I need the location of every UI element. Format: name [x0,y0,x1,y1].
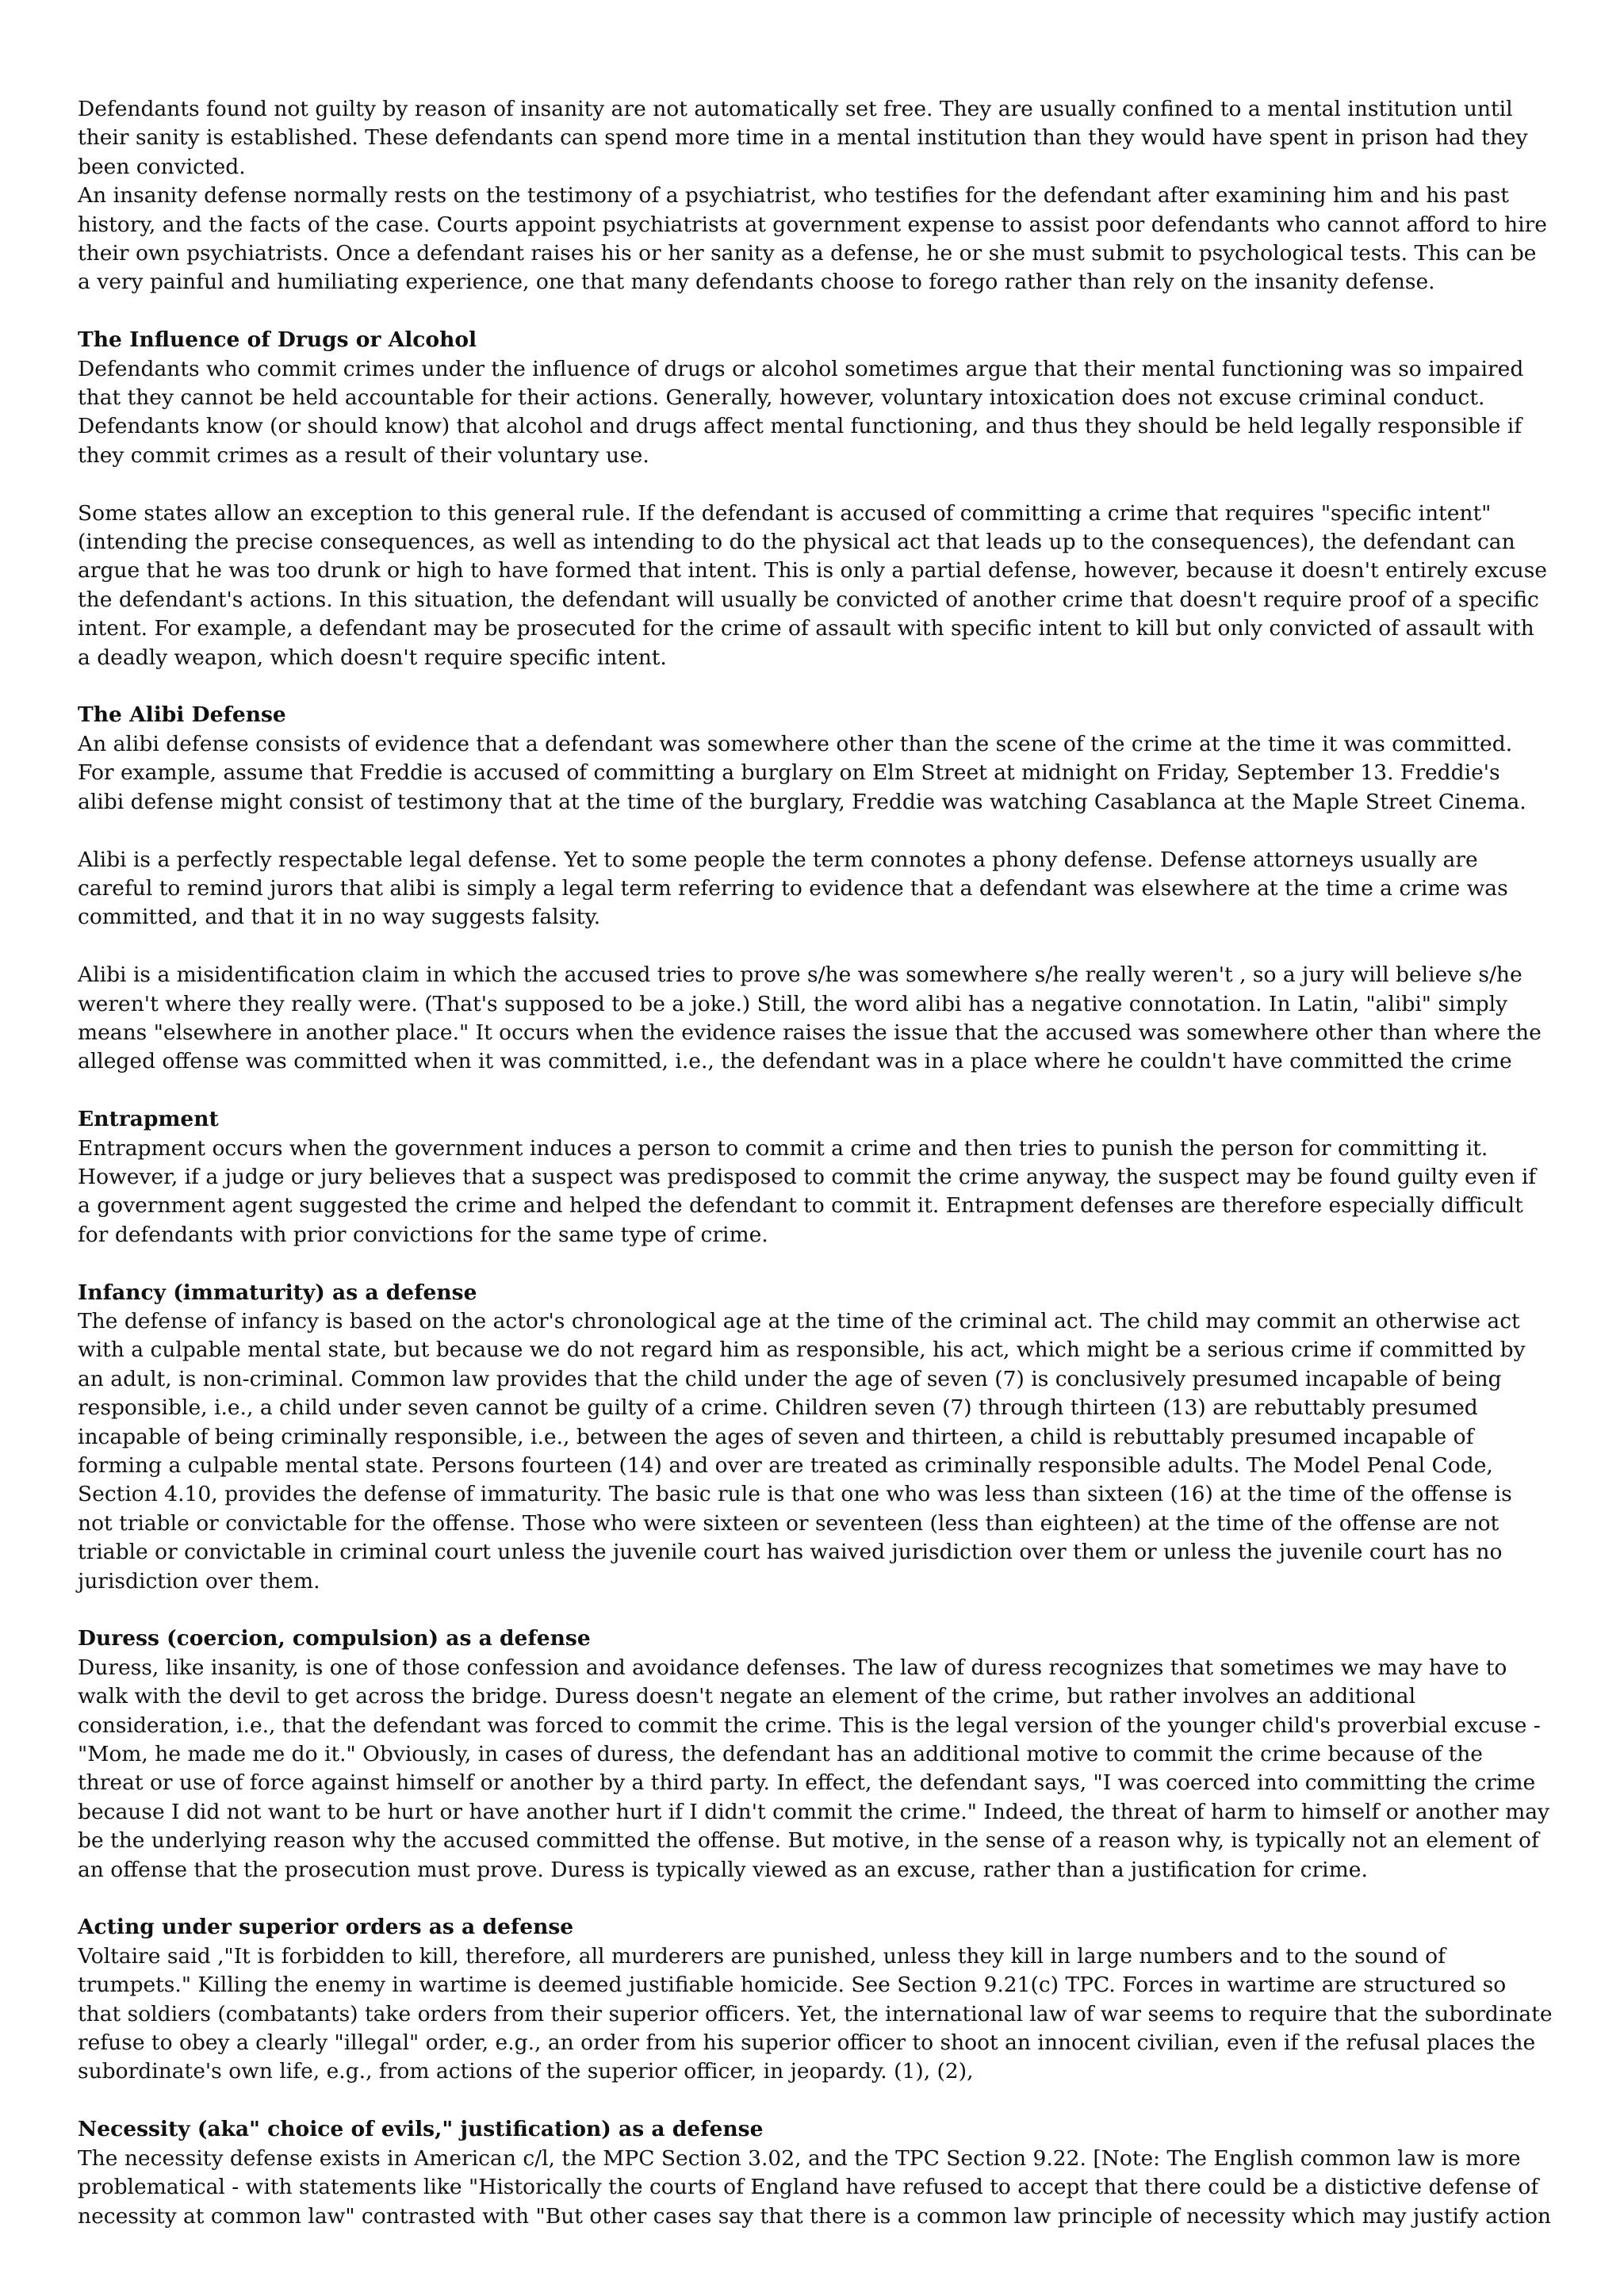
section-heading-entrapment: Entrapment [78,1107,219,1132]
section-heading-superior-orders: Acting under superior orders as a defense [78,1915,574,1940]
entrapment-paragraph-1: Entrapment occurs when the government induces a person to commit a crime and then tries to punish the person for committing it. However, if a judge or jury believes that a suspect was predisposed to commit the crime anyway, the suspect may be found guilty even if a government agent suggested the crime and helped the defendant to commit it. Entrapment defenses are therefore especially difficult for defendants with prior convictions for the same type of crime. [78,1135,1537,1247]
spacer [78,297,1553,326]
infancy-paragraph-1: The defense of infancy is based on the actor's chronological age at the time of the criminal act. The child may commit an otherwise act with a culpable mental state, but because we do not regard him as responsible, his act, which might be a serious crime if committed by an adult, is non-criminal. Common law provides that the child under the age of seven (7) is conclusively presumed incapable of being responsible, i.e., a child under seven cannot be guilty of a crime. Children seven (7) through thirteen (13) are rebuttably presumed incapable of being criminally responsible, i.e., between the ages of seven and thirteen, a child is rebuttably presumed incapable of forming a culpable mental state. Persons fourteen (14) and over are treated as criminally responsible adults. The Model Penal Code, Section 4.10, provides the defense of immaturity. The basic rule is that one who was less than sixteen (16) at the time of the offense is not triable or convictable for the offense. Those who were sixteen or seventeen (less than eighteen) at the time of the offense are not triable or convictable in criminal court unless the juvenile court has waived jurisdiction over them or unless the juvenile court has no jurisdiction over them. [78,1308,1526,1594]
duress-paragraph-1: Duress, like insanity, is one of those confession and avoidance defenses. The law of duress recognizes that sometimes we may have to walk with the devil to get across the bridge. Duress doesn't negate an element of the crime, but rather involves an additional consideration, i.e., that the defendant was forced to commit the crime. This is the legal version of the younger child's proverbial excuse - "Mom, he made me do it." Obviously, in cases of duress, the defendant has an additional motive to commit the crime because of the threat or use of force against himself or another by a third party. In effect, the defendant says, "I was coerced into committing the crime because I did not want to be hurt or have another hurt if I didn't commit the crime." Indeed, the threat of harm to himself or another may be the underlying reason why the accused committed the offense. But motive, in the sense of a reason why, is typically not an element of an offense that the prosecution must prove. Duress is typically viewed as an excuse, rather than a justification for crime. [78,1655,1549,1882]
section-heading-infancy: Infancy (immaturity) as a defense [78,1280,477,1305]
spacer [78,817,1553,845]
spacer [78,1885,1553,1913]
alibi-paragraph-3: Alibi is a misidentification claim in which the accused tries to prove s/he was somewhere s/he really weren't , so a jury will believe s/he weren't where they really were. (That's supposed to be a joke.) Still, the word alibi has a negative connotation. In Latin, "alibi" simply means "elsewhere in another place." It occurs when the evidence raises the issue that the accused was somewhere other than where the alleged offense was committed when it was committed, i.e., the defendant was in a place where he couldn't have committed the crime [78,962,1542,1074]
alibi-paragraph-1: An alibi defense consists of evidence that a defendant was somewhere other than the scene of the crime at the time it was committed. For example, assume that Freddie is accused of committing a burglary on Elm Street at midnight on Friday, September 13. Freddie's alibi defense might consist of testimony that at the time of the burglary, Freddie was watching Casablanca at the Maple Street Cinema. [78,731,1526,814]
spacer [78,470,1553,499]
spacer [78,672,1553,701]
section-heading-necessity: Necessity (aka" choice of evils," justification) as a defense [78,2117,764,2142]
spacer [78,1596,1553,1624]
drugs-paragraph-2: Some states allow an exception to this general rule. If the defendant is accused of committing a crime that requires "specific intent" (intending the precise consequences, as well as intending to do the physical act that leads up to the consequences), the defendant can argue that he was too drunk or high to have formed that intent. This is only a partial defense, however, because it doesn't entirely excuse the defendant's actions. In this situation, the defendant will usually be convicted of another crime that doesn't require proof of a specific intent. For example, a defendant may be prosecuted for the crime of assault with specific intent to kill but only convicted of assault with a deadly weapon, which doesn't require specific intent. [78,500,1547,670]
superior-orders-paragraph-1: Voltaire said ,"It is forbidden to kill, therefore, all murderers are punished, unless they kill in large numbers and to the sound of trumpets." Killing the enemy in wartime is deemed justifiable homicide. See Section 9.21(c) TPC. Forces in wartime are structured so that soldiers (combatants) take orders from their superior officers. Yet, the international law of war seems to require that the subordinate refuse to obey a clearly "illegal" order, e.g., an order from his superior officer to shoot an innocent civilian, even if the refusal places the subordinate's own life, e.g., from actions of the superior officer, in jeopardy. (1), (2), [78,1943,1553,2084]
section-heading-drugs: The Influence of Drugs or Alcohol [78,327,477,353]
insanity-paragraph-2: An insanity defense normally rests on the testimony of a psychiatrist, who testifies for the defendant after examining him and his past history, and the facts of the case. Courts appoint psychiatrists at government expense to assist poor defendants who cannot afford to hire their own psychiatrists. Once a defendant raises his or her sanity as a defense, he or she must submit to psychological tests. This can be a very painful and humiliating experience, one that many defendants choose to forego rather than rely on the insanity defense. [78,183,1547,295]
necessity-paragraph-1: The necessity defense exists in American c/l, the MPC Section 3.02, and the TPC Section 9.22. [Note: The English common law is more problematical - with statements like "Historically the courts of England have refused to accept that there could be a distictive defense of necessity at common law" contrasted with "But other cases say that there is a common law principle of necessity which may justify action [78,2145,1551,2229]
section-heading-alibi: The Alibi Defense [78,702,286,728]
spacer [78,2087,1553,2115]
insanity-paragraph-1: Defendants found not guilty by reason of insanity are not automatically set free. They are usually confined to a mental institution until their sanity is established. These defendants can spend more time in a mental institution than they would have spent in prison had they been convicted. [78,97,1528,179]
spacer [78,932,1553,961]
drugs-paragraph-1: Defendants who commit crimes under the influence of drugs or alcohol sometimes argue that their mental functioning was so impaired that they cannot be held accountable for their actions. Generally, however, voluntary intoxication does not excuse criminal conduct. Defendants know (or should know) that alcohol and drugs affect mental functioning, and thus they should be held legally responsible if they commit crimes as a result of their voluntary use. [78,356,1524,468]
spacer [78,1249,1553,1278]
section-heading-duress: Duress (coercion, compulsion) as a defense [78,1626,591,1651]
spacer [78,1077,1553,1105]
alibi-paragraph-2: Alibi is a perfectly respectable legal defense. Yet to some people the term connotes a phony defense. Defense attorneys usually are careful to remind jurors that alibi is simply a legal term referring to evidence that a defendant was elsewhere at the time a crime was committed, and that it in no way suggests falsity. [78,847,1508,930]
